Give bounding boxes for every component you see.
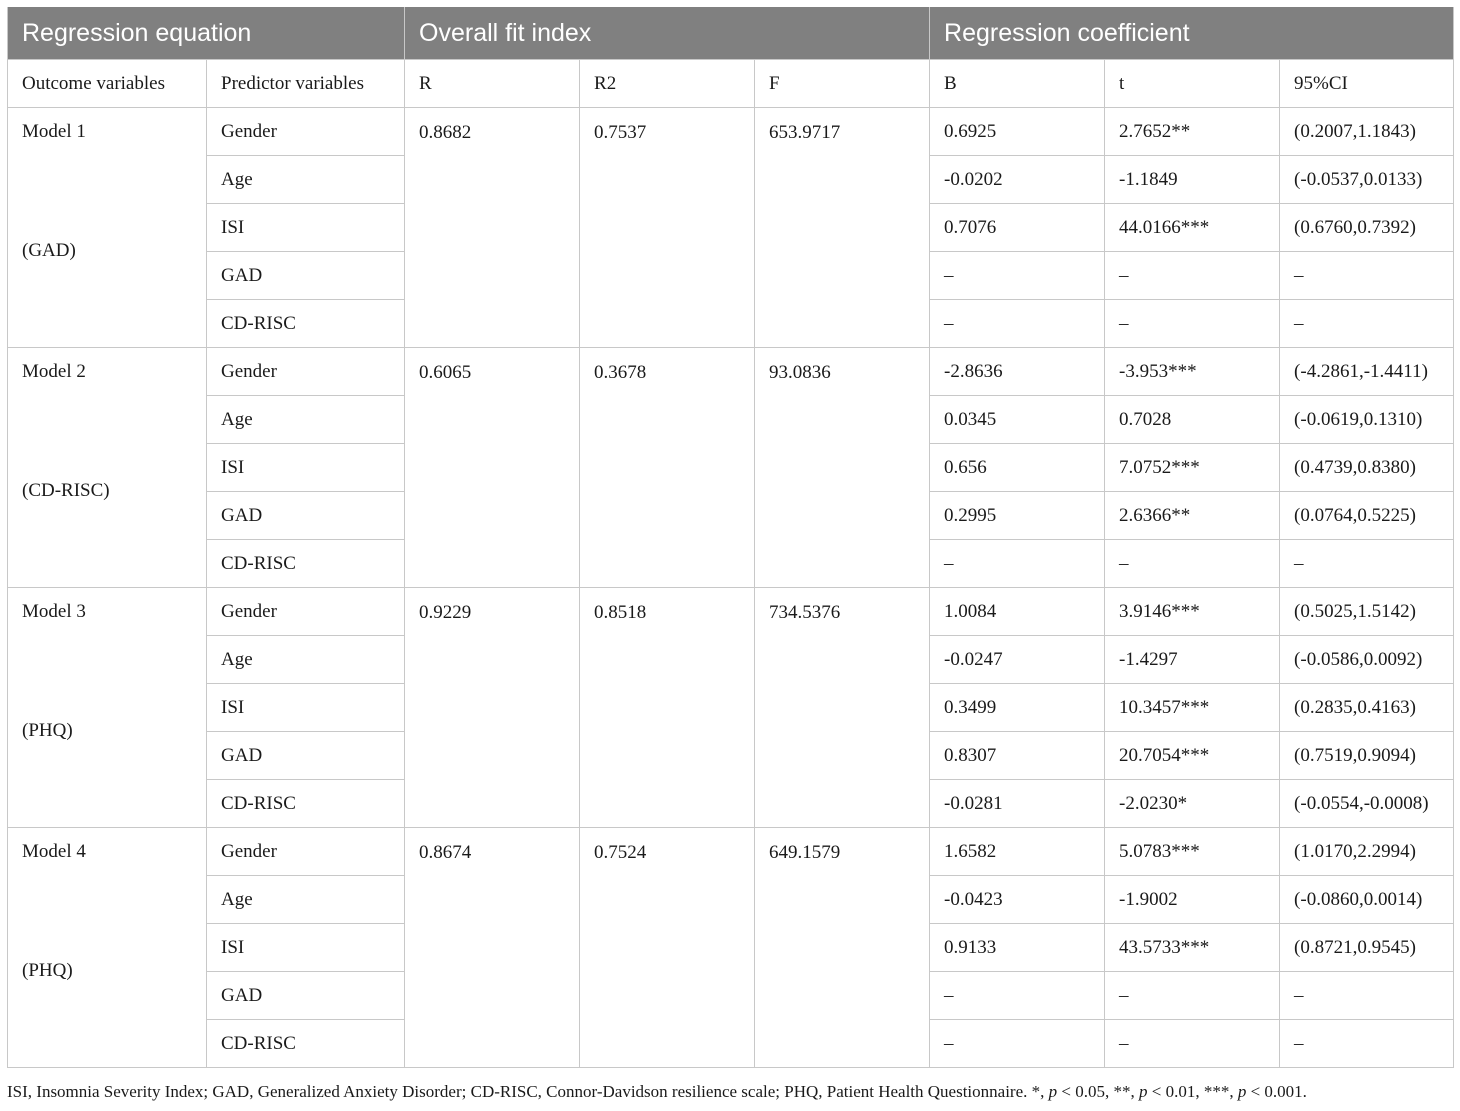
model-outcome: (PHQ) [8, 636, 207, 828]
ci-value: (-0.0537,0.0133) [1280, 156, 1454, 204]
f-value: 93.0836 [755, 348, 930, 588]
footnote-sig2-rest: < 0.01, [1147, 1082, 1204, 1101]
predictor-cell: Age [207, 876, 405, 924]
predictor-cell: Gender [207, 348, 405, 396]
model-outcome: (PHQ) [8, 876, 207, 1068]
r-value: 0.8674 [405, 828, 580, 1068]
ci-value: (0.7519,0.9094) [1280, 732, 1454, 780]
t-value: 44.0166*** [1105, 204, 1280, 252]
predictor-cell: GAD [207, 972, 405, 1020]
b-value: – [930, 540, 1105, 588]
b-value: 1.6582 [930, 828, 1105, 876]
ci-value: (1.0170,2.2994) [1280, 828, 1454, 876]
t-value: -1.9002 [1105, 876, 1280, 924]
r2-value: 0.8518 [580, 588, 755, 828]
t-value: 10.3457*** [1105, 684, 1280, 732]
predictor-cell: CD-RISC [207, 780, 405, 828]
ci-value: – [1280, 540, 1454, 588]
footnote-abbreviations: ISI, Insomnia Severity Index; GAD, Generalized Anxiety Disorder; CD-RISC, Connor-Davidson resilience scale; PHQ, Patient Health Questionnaire. [7, 1082, 1032, 1101]
ci-value: (0.4739,0.8380) [1280, 444, 1454, 492]
footnote-sig1-p: p [1048, 1082, 1058, 1101]
group-header-regression-equation: Regression equation [8, 7, 405, 60]
ci-value: – [1280, 1020, 1454, 1068]
ci-value: (0.8721,0.9545) [1280, 924, 1454, 972]
table-body [8, 108, 1454, 1068]
t-value: 0.7028 [1105, 396, 1280, 444]
predictor-cell: ISI [207, 444, 405, 492]
t-value: -3.953*** [1105, 348, 1280, 396]
model-outcome: (GAD) [8, 156, 207, 348]
t-value: -1.4297 [1105, 636, 1280, 684]
f-value: 649.1579 [755, 828, 930, 1068]
predictor-cell: ISI [207, 924, 405, 972]
footnote-sig3-p: p [1237, 1082, 1247, 1101]
ci-value: – [1280, 300, 1454, 348]
column-header-outcome: Outcome variables [8, 60, 207, 108]
b-value: 0.9133 [930, 924, 1105, 972]
footnote-sig1-stars: *, [1031, 1082, 1049, 1101]
model-name: Model 1 [8, 108, 207, 156]
predictor-cell: GAD [207, 492, 405, 540]
ci-value: (0.6760,0.7392) [1280, 204, 1454, 252]
predictor-cell: ISI [207, 684, 405, 732]
t-value: – [1105, 1020, 1280, 1068]
ci-value: (0.0764,0.5225) [1280, 492, 1454, 540]
t-value: 20.7054*** [1105, 732, 1280, 780]
predictor-cell: Age [207, 636, 405, 684]
ci-value: (0.2835,0.4163) [1280, 684, 1454, 732]
table-footnote [7, 1082, 1307, 1102]
column-header-b: B [930, 60, 1105, 108]
predictor-cell: Gender [207, 828, 405, 876]
footnote-sig2-p: p [1138, 1082, 1148, 1101]
b-value: 0.2995 [930, 492, 1105, 540]
b-value: 0.8307 [930, 732, 1105, 780]
footnote-sig1-rest: < 0.05, [1057, 1082, 1114, 1101]
column-header-r2: R2 [580, 60, 755, 108]
r2-value: 0.7537 [580, 108, 755, 348]
predictor-cell: Age [207, 396, 405, 444]
predictor-cell: GAD [207, 732, 405, 780]
b-value: 1.0084 [930, 588, 1105, 636]
predictor-cell: CD-RISC [207, 1020, 405, 1068]
t-value: – [1105, 972, 1280, 1020]
r2-value: 0.7524 [580, 828, 755, 1068]
table-row [8, 348, 1454, 396]
r-value: 0.8682 [405, 108, 580, 348]
b-value: -0.0423 [930, 876, 1105, 924]
b-value: 0.3499 [930, 684, 1105, 732]
b-value: – [930, 1020, 1105, 1068]
predictor-cell: CD-RISC [207, 540, 405, 588]
ci-value: (-0.0619,0.1310) [1280, 396, 1454, 444]
regression-table-container [7, 7, 1453, 1068]
ci-value: (0.2007,1.1843) [1280, 108, 1454, 156]
predictor-cell: Gender [207, 588, 405, 636]
group-header-overall-fit-index: Overall fit index [405, 7, 930, 60]
f-value: 653.9717 [755, 108, 930, 348]
r2-value: 0.3678 [580, 348, 755, 588]
footnote-sig2-stars: **, [1113, 1082, 1139, 1101]
t-value: -1.1849 [1105, 156, 1280, 204]
t-value: 5.0783*** [1105, 828, 1280, 876]
footnote-sig3-rest: < 0.001. [1246, 1082, 1307, 1101]
ci-value: – [1280, 972, 1454, 1020]
b-value: -2.8636 [930, 348, 1105, 396]
footnote-sig3-stars: ***, [1203, 1082, 1238, 1101]
b-value: – [930, 300, 1105, 348]
t-value: 7.0752*** [1105, 444, 1280, 492]
regression-table [7, 7, 1454, 1068]
group-header-row [8, 7, 1454, 60]
column-header-r: R [405, 60, 580, 108]
b-value: 0.6925 [930, 108, 1105, 156]
b-value: – [930, 972, 1105, 1020]
b-value: -0.0202 [930, 156, 1105, 204]
predictor-cell: CD-RISC [207, 300, 405, 348]
table-row [8, 588, 1454, 636]
r-value: 0.9229 [405, 588, 580, 828]
b-value: 0.0345 [930, 396, 1105, 444]
b-value: -0.0281 [930, 780, 1105, 828]
column-header-ci: 95%CI [1280, 60, 1454, 108]
model-name: Model 3 [8, 588, 207, 636]
model-name: Model 2 [8, 348, 207, 396]
predictor-cell: ISI [207, 204, 405, 252]
column-header-predictor: Predictor variables [207, 60, 405, 108]
column-header-row [8, 60, 1454, 108]
t-value: – [1105, 252, 1280, 300]
predictor-cell: Age [207, 156, 405, 204]
t-value: 2.6366** [1105, 492, 1280, 540]
b-value: 0.7076 [930, 204, 1105, 252]
ci-value: (-0.0554,-0.0008) [1280, 780, 1454, 828]
predictor-cell: GAD [207, 252, 405, 300]
model-outcome: (CD-RISC) [8, 396, 207, 588]
group-header-regression-coefficient: Regression coefficient [930, 7, 1454, 60]
t-value: – [1105, 300, 1280, 348]
f-value: 734.5376 [755, 588, 930, 828]
ci-value: (-0.0860,0.0014) [1280, 876, 1454, 924]
t-value: 3.9146*** [1105, 588, 1280, 636]
t-value: – [1105, 540, 1280, 588]
b-value: – [930, 252, 1105, 300]
b-value: -0.0247 [930, 636, 1105, 684]
t-value: -2.0230* [1105, 780, 1280, 828]
column-header-t: t [1105, 60, 1280, 108]
b-value: 0.656 [930, 444, 1105, 492]
model-name: Model 4 [8, 828, 207, 876]
r-value: 0.6065 [405, 348, 580, 588]
ci-value: (-4.2861,-1.4411) [1280, 348, 1454, 396]
column-header-f: F [755, 60, 930, 108]
ci-value: (-0.0586,0.0092) [1280, 636, 1454, 684]
t-value: 43.5733*** [1105, 924, 1280, 972]
ci-value: – [1280, 252, 1454, 300]
table-row [8, 828, 1454, 876]
table-row [8, 108, 1454, 156]
predictor-cell: Gender [207, 108, 405, 156]
ci-value: (0.5025,1.5142) [1280, 588, 1454, 636]
t-value: 2.7652** [1105, 108, 1280, 156]
